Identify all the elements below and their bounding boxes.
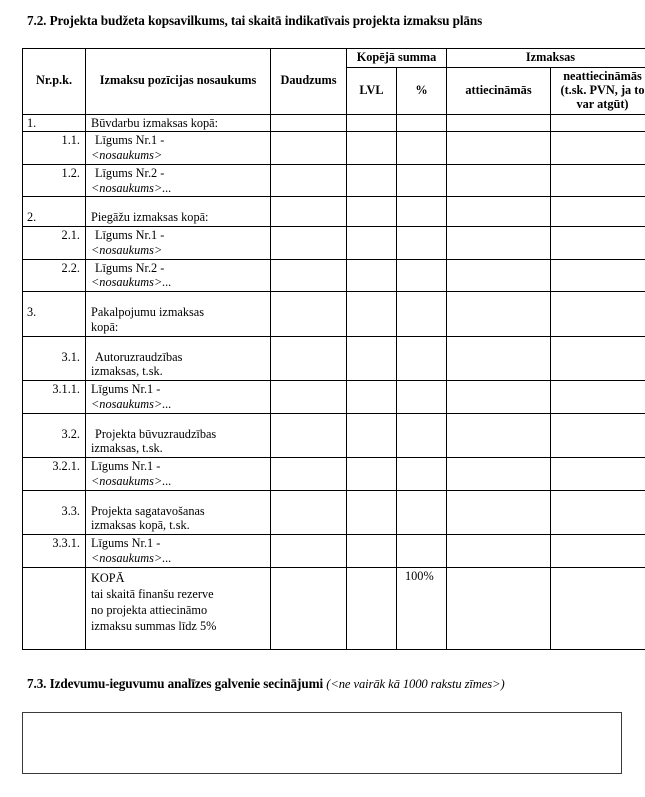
column-header-percent: % bbox=[397, 67, 447, 114]
column-header-quantity: Daudzums bbox=[271, 49, 347, 115]
column-header-name: Izmaksu pozīcijas nosaukums bbox=[86, 49, 271, 115]
lvl-amount-cell[interactable] bbox=[347, 259, 397, 292]
column-header-total-sum: Kopējā summa bbox=[347, 49, 447, 68]
percent-cell[interactable] bbox=[397, 114, 447, 132]
row-number-cell bbox=[23, 567, 86, 649]
row-number-cell: 1. bbox=[23, 114, 86, 132]
total-label-line: no projekta attiecināmo bbox=[91, 603, 208, 617]
percent-cell[interactable] bbox=[397, 336, 447, 381]
row-number-cell: 3.2. bbox=[23, 413, 86, 458]
quantity-cell[interactable] bbox=[271, 164, 347, 197]
table-total-row bbox=[23, 567, 645, 649]
ineligible-cost-cell[interactable] bbox=[551, 336, 645, 381]
eligible-cost-cell[interactable] bbox=[447, 535, 551, 568]
table-row bbox=[23, 535, 645, 568]
percent-cell[interactable] bbox=[397, 490, 447, 535]
percent-cell[interactable] bbox=[397, 259, 447, 292]
row-number-cell: 3.2.1. bbox=[23, 458, 86, 491]
cost-position-name-cell bbox=[86, 458, 271, 491]
column-header-ineligible-main: neattiecināmās bbox=[563, 68, 642, 83]
table-header bbox=[23, 49, 645, 115]
quantity-cell[interactable] bbox=[271, 413, 347, 458]
lvl-amount-cell[interactable] bbox=[347, 567, 397, 649]
lvl-amount-cell[interactable] bbox=[347, 292, 397, 337]
cost-position-name-cell bbox=[86, 259, 271, 292]
table-row bbox=[23, 114, 645, 132]
percent-cell[interactable] bbox=[397, 164, 447, 197]
quantity-cell[interactable] bbox=[271, 114, 347, 132]
ineligible-cost-cell[interactable] bbox=[551, 535, 645, 568]
cost-position-line: Būvdarbu izmaksas kopā: bbox=[91, 115, 219, 130]
cost-position-line: Līgums Nr.1 - bbox=[91, 382, 161, 397]
quantity-cell[interactable] bbox=[271, 197, 347, 227]
total-label-line: KOPĀ bbox=[91, 570, 125, 585]
ineligible-cost-cell[interactable] bbox=[551, 381, 645, 414]
column-header-eligible: attiecināmās bbox=[447, 67, 551, 114]
section-heading-7-2-text: 7.2. Projekta budžeta kopsavilkums, tai skaitā indikatīvais projekta izmaksu plāns bbox=[27, 13, 483, 28]
cost-position-name-cell bbox=[86, 535, 271, 568]
budget-summary-table bbox=[22, 48, 645, 650]
eligible-cost-cell[interactable] bbox=[447, 490, 551, 535]
quantity-cell[interactable] bbox=[271, 292, 347, 337]
eligible-cost-cell[interactable] bbox=[447, 381, 551, 414]
cost-position-line: <nosaukums>... bbox=[91, 473, 172, 488]
ineligible-cost-cell[interactable] bbox=[551, 227, 645, 260]
eligible-cost-cell[interactable] bbox=[447, 197, 551, 227]
percent-cell[interactable] bbox=[397, 227, 447, 260]
lvl-amount-cell[interactable] bbox=[347, 132, 397, 165]
eligible-cost-cell[interactable] bbox=[447, 458, 551, 491]
percent-cell[interactable] bbox=[397, 413, 447, 458]
table-row bbox=[23, 413, 645, 458]
eligible-cost-cell[interactable] bbox=[447, 132, 551, 165]
cost-position-line: Piegāžu izmaksas kopā: bbox=[91, 210, 209, 225]
lvl-amount-cell[interactable] bbox=[347, 336, 397, 381]
cost-position-name-cell bbox=[86, 132, 271, 165]
cost-position-line: Līgums Nr.1 - bbox=[91, 459, 161, 474]
ineligible-cost-cell[interactable] bbox=[551, 259, 645, 292]
column-header-ineligible bbox=[551, 67, 645, 114]
cost-position-line: <nosaukums>... bbox=[91, 550, 172, 565]
percent-cell[interactable] bbox=[397, 197, 447, 227]
lvl-amount-cell[interactable] bbox=[347, 413, 397, 458]
quantity-cell[interactable] bbox=[271, 227, 347, 260]
eligible-cost-cell[interactable] bbox=[447, 259, 551, 292]
cost-position-name-cell bbox=[86, 292, 271, 337]
ineligible-cost-cell[interactable] bbox=[551, 458, 645, 491]
percent-cell[interactable] bbox=[397, 535, 447, 568]
cost-position-name-cell bbox=[86, 381, 271, 414]
table-header-row-1 bbox=[23, 49, 645, 68]
cost-position-name-cell bbox=[86, 197, 271, 227]
cost-position-line: Autoruzraudzības bbox=[95, 349, 183, 364]
total-label-line: tai skaitā finanšu rezerve bbox=[91, 586, 214, 601]
ineligible-cost-cell[interactable] bbox=[551, 197, 645, 227]
section-heading-7-2 bbox=[27, 13, 482, 29]
quantity-cell[interactable] bbox=[271, 132, 347, 165]
ineligible-cost-cell[interactable] bbox=[551, 490, 645, 535]
eligible-cost-cell[interactable] bbox=[447, 227, 551, 260]
section-heading-7-3 bbox=[27, 676, 505, 692]
table-row bbox=[23, 458, 645, 491]
column-header-costs: Izmaksas bbox=[447, 49, 645, 68]
lvl-amount-cell[interactable] bbox=[347, 227, 397, 260]
table-row bbox=[23, 259, 645, 292]
table-row bbox=[23, 164, 645, 197]
analysis-conclusions-input[interactable] bbox=[22, 712, 622, 774]
cost-position-line: <nosaukums>... bbox=[91, 275, 172, 290]
column-header-nr: Nr.p.k. bbox=[23, 49, 86, 115]
percent-cell[interactable] bbox=[397, 458, 447, 491]
quantity-cell[interactable] bbox=[271, 490, 347, 535]
cost-position-name-cell bbox=[86, 227, 271, 260]
quantity-cell[interactable] bbox=[271, 535, 347, 568]
cost-position-name-cell bbox=[86, 164, 271, 197]
eligible-cost-cell[interactable] bbox=[447, 292, 551, 337]
cost-position-line: Līgums Nr.1 - bbox=[91, 536, 161, 551]
percent-cell[interactable] bbox=[397, 132, 447, 165]
percent-cell[interactable]: 100% bbox=[397, 567, 447, 649]
row-number-cell: 3.3.1. bbox=[23, 535, 86, 568]
lvl-amount-cell[interactable] bbox=[347, 164, 397, 197]
lvl-amount-cell[interactable] bbox=[347, 490, 397, 535]
table-row bbox=[23, 292, 645, 337]
cost-position-line: <nosaukums>... bbox=[91, 180, 172, 195]
quantity-cell[interactable] bbox=[271, 336, 347, 381]
ineligible-cost-cell[interactable] bbox=[551, 164, 645, 197]
table-body bbox=[23, 114, 645, 649]
cost-position-line: izmaksas kopā, t.sk. bbox=[91, 518, 190, 533]
cost-position-name-cell bbox=[86, 490, 271, 535]
lvl-amount-cell[interactable] bbox=[347, 114, 397, 132]
eligible-cost-cell[interactable] bbox=[447, 413, 551, 458]
total-label-line: izmaksu summas līdz 5% bbox=[91, 619, 217, 634]
table-row bbox=[23, 490, 645, 535]
percent-cell[interactable] bbox=[397, 381, 447, 414]
ineligible-cost-cell[interactable] bbox=[551, 292, 645, 337]
quantity-cell[interactable] bbox=[271, 567, 347, 649]
cost-position-line: Līgums Nr.1 - bbox=[95, 133, 165, 148]
cost-position-line: Līgums Nr.2 - bbox=[95, 165, 165, 180]
eligible-cost-cell[interactable] bbox=[447, 567, 551, 649]
quantity-cell[interactable] bbox=[271, 259, 347, 292]
percent-cell[interactable] bbox=[397, 292, 447, 337]
row-number-cell: 3.1. bbox=[23, 336, 86, 381]
ineligible-cost-cell[interactable] bbox=[551, 132, 645, 165]
row-number-cell: 2.1. bbox=[23, 227, 86, 260]
lvl-amount-cell[interactable] bbox=[347, 381, 397, 414]
eligible-cost-cell[interactable] bbox=[447, 114, 551, 132]
cost-position-line: <nosaukums> bbox=[91, 148, 163, 163]
cost-position-line: Līgums Nr.1 - bbox=[95, 228, 165, 243]
cost-position-line: kopā: bbox=[91, 319, 119, 334]
row-number-cell: 2. bbox=[23, 197, 86, 227]
row-number-cell: 1.1. bbox=[23, 132, 86, 165]
cost-position-name-cell bbox=[86, 413, 271, 458]
cost-position-line: Projekta sagatavošanas bbox=[91, 503, 205, 518]
row-number-cell: 2.2. bbox=[23, 259, 86, 292]
table-row bbox=[23, 132, 645, 165]
eligible-cost-cell[interactable] bbox=[447, 336, 551, 381]
quantity-cell[interactable] bbox=[271, 381, 347, 414]
table-row bbox=[23, 197, 645, 227]
cost-position-line: Līgums Nr.2 - bbox=[95, 260, 165, 275]
lvl-amount-cell[interactable] bbox=[347, 458, 397, 491]
cost-position-line: Pakalpojumu izmaksas bbox=[91, 305, 205, 320]
cost-position-line: izmaksas, t.sk. bbox=[91, 364, 163, 379]
cost-position-line: Projekta būvuzraudzības bbox=[95, 426, 217, 441]
column-header-lvl: LVL bbox=[347, 67, 397, 114]
section-heading-7-3-text: 7.3. Izdevumu-ieguvumu analīzes galvenie secinājumi bbox=[27, 676, 324, 691]
row-number-cell: 3.1.1. bbox=[23, 381, 86, 414]
cost-position-line: <nosaukums> bbox=[91, 242, 163, 257]
section-heading-7-3-note: (<ne vairāk kā 1000 rakstu zīmes>) bbox=[326, 677, 505, 691]
table-row bbox=[23, 381, 645, 414]
ineligible-cost-cell[interactable] bbox=[551, 567, 645, 649]
cost-position-name-cell bbox=[86, 114, 271, 132]
column-header-ineligible-note: (t.sk. PVN, ja to var atgūt) bbox=[560, 82, 645, 111]
ineligible-cost-cell[interactable] bbox=[551, 413, 645, 458]
lvl-amount-cell[interactable] bbox=[347, 535, 397, 568]
cost-position-name-cell bbox=[86, 336, 271, 381]
cost-position-line: <nosaukums>... bbox=[91, 396, 172, 411]
row-number-cell: 3.3. bbox=[23, 490, 86, 535]
cost-position-line: izmaksas, t.sk. bbox=[91, 441, 163, 456]
total-label-cell bbox=[86, 567, 271, 649]
row-number-cell: 1.2. bbox=[23, 164, 86, 197]
table-row bbox=[23, 336, 645, 381]
table-row bbox=[23, 227, 645, 260]
eligible-cost-cell[interactable] bbox=[447, 164, 551, 197]
ineligible-cost-cell[interactable] bbox=[551, 114, 645, 132]
quantity-cell[interactable] bbox=[271, 458, 347, 491]
lvl-amount-cell[interactable] bbox=[347, 197, 397, 227]
row-number-cell: 3. bbox=[23, 292, 86, 337]
